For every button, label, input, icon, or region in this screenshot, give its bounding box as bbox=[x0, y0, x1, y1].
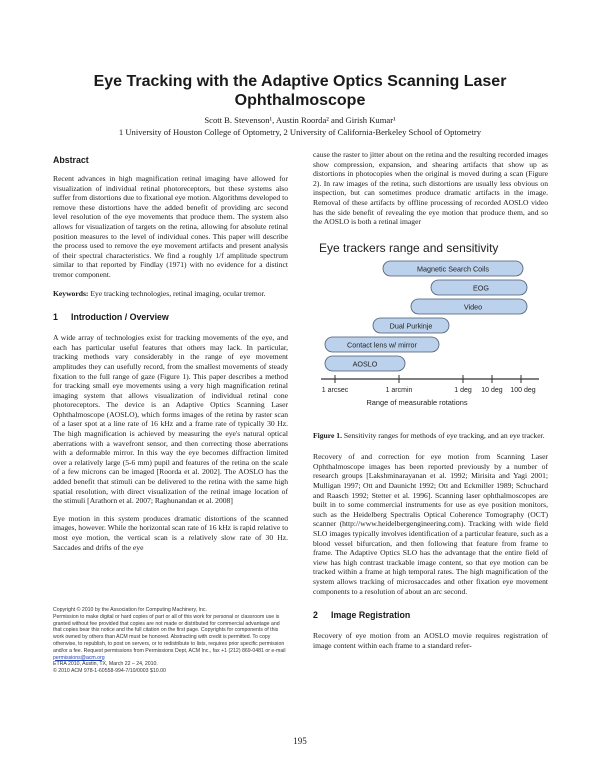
keywords-text: Eye tracking technologies, retinal imaging, ocular tremor. bbox=[88, 288, 266, 298]
abstract-heading: Abstract bbox=[53, 155, 89, 165]
tick-label: 10 deg bbox=[481, 386, 503, 394]
registration-number: 2 bbox=[313, 610, 318, 621]
paper-title: Eye Tracking with the Adaptive Optics Scanning Laser Ophthalmoscope bbox=[93, 73, 507, 109]
right-column bbox=[313, 150, 548, 650]
registration-heading bbox=[313, 610, 548, 621]
bar-contact-lens bbox=[325, 337, 439, 352]
isbn-line: © 2010 ACM 978-1-60558-994-7/10/0003 $10.00 bbox=[53, 668, 166, 675]
bar-video bbox=[411, 299, 527, 314]
bar-eog bbox=[431, 280, 527, 295]
intro-heading bbox=[53, 312, 288, 323]
x-axis-label: Range of measurable rotations bbox=[366, 397, 468, 407]
bar-magnetic-search-coils bbox=[383, 261, 523, 276]
keywords-label: Keywords: bbox=[53, 288, 89, 298]
intro-paragraph-4: Recovery of and correction for eye motion from Scanning Laser Ophthalmoscope images has been reported previously by a number of research groups [Lakshminarayanan et al. 1992; Mirisita and Yagi 2001; Mulligan 1997; Ott and Daunicht 1992; Ott and Eckmiller 1989; Schuchard and Raasch 1992; Stetter et al. 1996]. Scanning laser ophthalmoscopes are built in to some commercial instruments for use as eye position monitors, such as the Heidelberg Spectralis Optical Coherence Tomography (OCT) scanner (http://www.heidelbergengineering.com). Tracking with wide field SLO images typically involves identification of a particular feature, such as a blood vessel bifurcation, and then following that feature from frame to frame. The Adaptive Optics SLO has the advantage that the entire field of view has high contrast trackable image content, so that eye motion can be tracked within a frame at high temporal rates. The high magnification of the system allows tracking of microsaccades and other fixation eye movement components to a resolution of about an arc second. bbox=[313, 452, 548, 596]
figure-1 bbox=[313, 241, 548, 431]
range-bars bbox=[325, 261, 527, 371]
conference-line: ETRA 2010, Austin, TX, March 22 – 24, 2010. bbox=[53, 661, 158, 668]
page-number: 195 bbox=[293, 736, 307, 746]
keywords bbox=[53, 289, 288, 299]
author-list: Scott B. Stevenson¹, Austin Roorda² and Girish Kumar¹ bbox=[204, 115, 396, 125]
figure-caption bbox=[313, 431, 548, 442]
copyright-line: Copyright © 2010 by the Association for Computing Machinery, Inc. bbox=[53, 607, 207, 613]
bar-label: Magnetic Search Coils bbox=[417, 264, 489, 274]
intro-paragraph-3: cause the raster to jitter about on the retina and the resulting recorded images show compression, expansion, and shearing artifacts that show up as distortions in photocopies when the original is moved during a scan (Figure 2). In raw images of the retina, such distortions are usually less obvious on inspection, but can sometimes produce dramatic artifacts in the image. Removal of these artifacts by offline processing of recorded AOSLO video has the side benefit of revealing the eye motion that produce them, and so the AOSLO is both a retinal imager bbox=[313, 150, 548, 227]
left-column bbox=[53, 150, 288, 552]
abstract-text: Recent advances in high magnification retinal imaging have allowed for visualization of individual retinal photoreceptors, but these systems also suffer from distortions due to fixational eye motion. Algorithms developed to remove these distortions have the added benefit of providing arc second level resolution of the eye movements that produce them. The system also allows for visualization of targets on the retina, allowing for absolute retinal position measures to the level of individual cones. This paper will describe the process used to remove the eye movement artifacts and present analysis of their spectral characteristics. We find a roughly 1/f amplitude spectrum similar to that reported by Findlay (1971) with no evidence for a distinct tremor component. bbox=[53, 174, 288, 279]
bar-dual-purkinje bbox=[373, 318, 449, 333]
tick-label: 1 arcsec bbox=[321, 386, 349, 394]
intro-paragraph-2: Eye motion in this system produces dramatic distortions of the scanned images, however. While the horizontal scan rate of 16 kHz is rapid relative to most eye motion, the vertical scan is a relatively slow rate of 30 Hz. Saccades and drifts of the eye bbox=[53, 513, 288, 552]
bar-aoslo bbox=[325, 356, 405, 371]
figure-caption-label: Figure 1. bbox=[313, 430, 342, 440]
registration-title: Image Registration bbox=[331, 610, 411, 621]
bar-label: Dual Purkinje bbox=[389, 321, 433, 331]
bar-label: EOG bbox=[473, 283, 489, 293]
intro-title: Introduction / Overview bbox=[71, 312, 169, 323]
permission-text bbox=[53, 614, 288, 662]
tick-label: 100 deg bbox=[510, 386, 536, 394]
copyright-notice bbox=[53, 607, 288, 675]
permission-body: Permission to make digital or hard copies of part or all of this work for personal or classroom use is granted without fee provided that copies are not made or distributed for commercial advantage and that copies bear this notice and the full citation on the first page. Copyrights for components of this work owned by others than ACM must be honored. Abstracting with credit is permitted. To copy otherwise, to republish, to post on servers, or to redistribute to lists, requires prior specific permission and/or a fee. Request permissions from Permissions Dept, ACM Inc., fax +1 (212) 869-0481 or e-mail bbox=[53, 613, 286, 654]
registration-paragraph-1: Recovery of eye motion from an AOSLO movie requires registration of image content within each frame to a standard refer- bbox=[313, 631, 548, 650]
intro-number: 1 bbox=[53, 312, 58, 323]
bar-label: AOSLO bbox=[352, 359, 378, 369]
tick-label: 1 deg bbox=[454, 386, 472, 394]
permissions-email-link[interactable]: permissions@acm.org bbox=[53, 654, 105, 661]
x-axis-tick-labels bbox=[322, 387, 536, 394]
affiliations: 1 University of Houston College of Optometry, 2 University of California-Berkeley School of Optometry bbox=[118, 127, 482, 137]
bar-label: Video bbox=[463, 302, 483, 312]
intro-paragraph-1: A wide array of technologies exist for tracking movements of the eye, and each has particular useful features that others may lack. In particular, tracking methods vary considerably in the range of eye movement amplitudes they can usefully record, from the smallest movements of steady fixation to the full range of gaze (Figure 1). This paper describes a method for tracking small eye movements using a very high magnification retinal imaging system that allows visualization of individual retinal cone photoreceptors. The device is an Adaptive Optics Scanning Laser Ophthalmoscope (AOSLO), which forms images of the retina by raster scan of a laser spot at a line rate of 16 kHz and a frame rate of typically 30 Hz. The high magnification is achieved by measuring the eye's natural optical aberrations with a wavefront sensor, and then correcting those aberrations with a deformable mirror. In this way the eye becomes diffraction limited over a relatively large (5-6 mm) pupil and features of the retina on the scale of a few microns can be imaged [Roorda et al. 2002]. The AOSLO has the added benefit that stimuli can be delivered to the retina with the same high spatial resolution, with direct visualization of the retinal image location of the stimuli [Arathorn et al. 2007; Raghunandan et al. 2008] bbox=[53, 333, 288, 506]
figure-caption-text: Sensitivity ranges for methods of eye tracking, and an eye tracker. bbox=[341, 430, 545, 440]
figure-title: Eye trackers range and sensitivity bbox=[319, 240, 499, 255]
figure-chart bbox=[313, 259, 548, 431]
tick-label: 1 arcmin bbox=[385, 386, 413, 394]
bar-label: Contact lens w/ mirror bbox=[347, 340, 417, 350]
